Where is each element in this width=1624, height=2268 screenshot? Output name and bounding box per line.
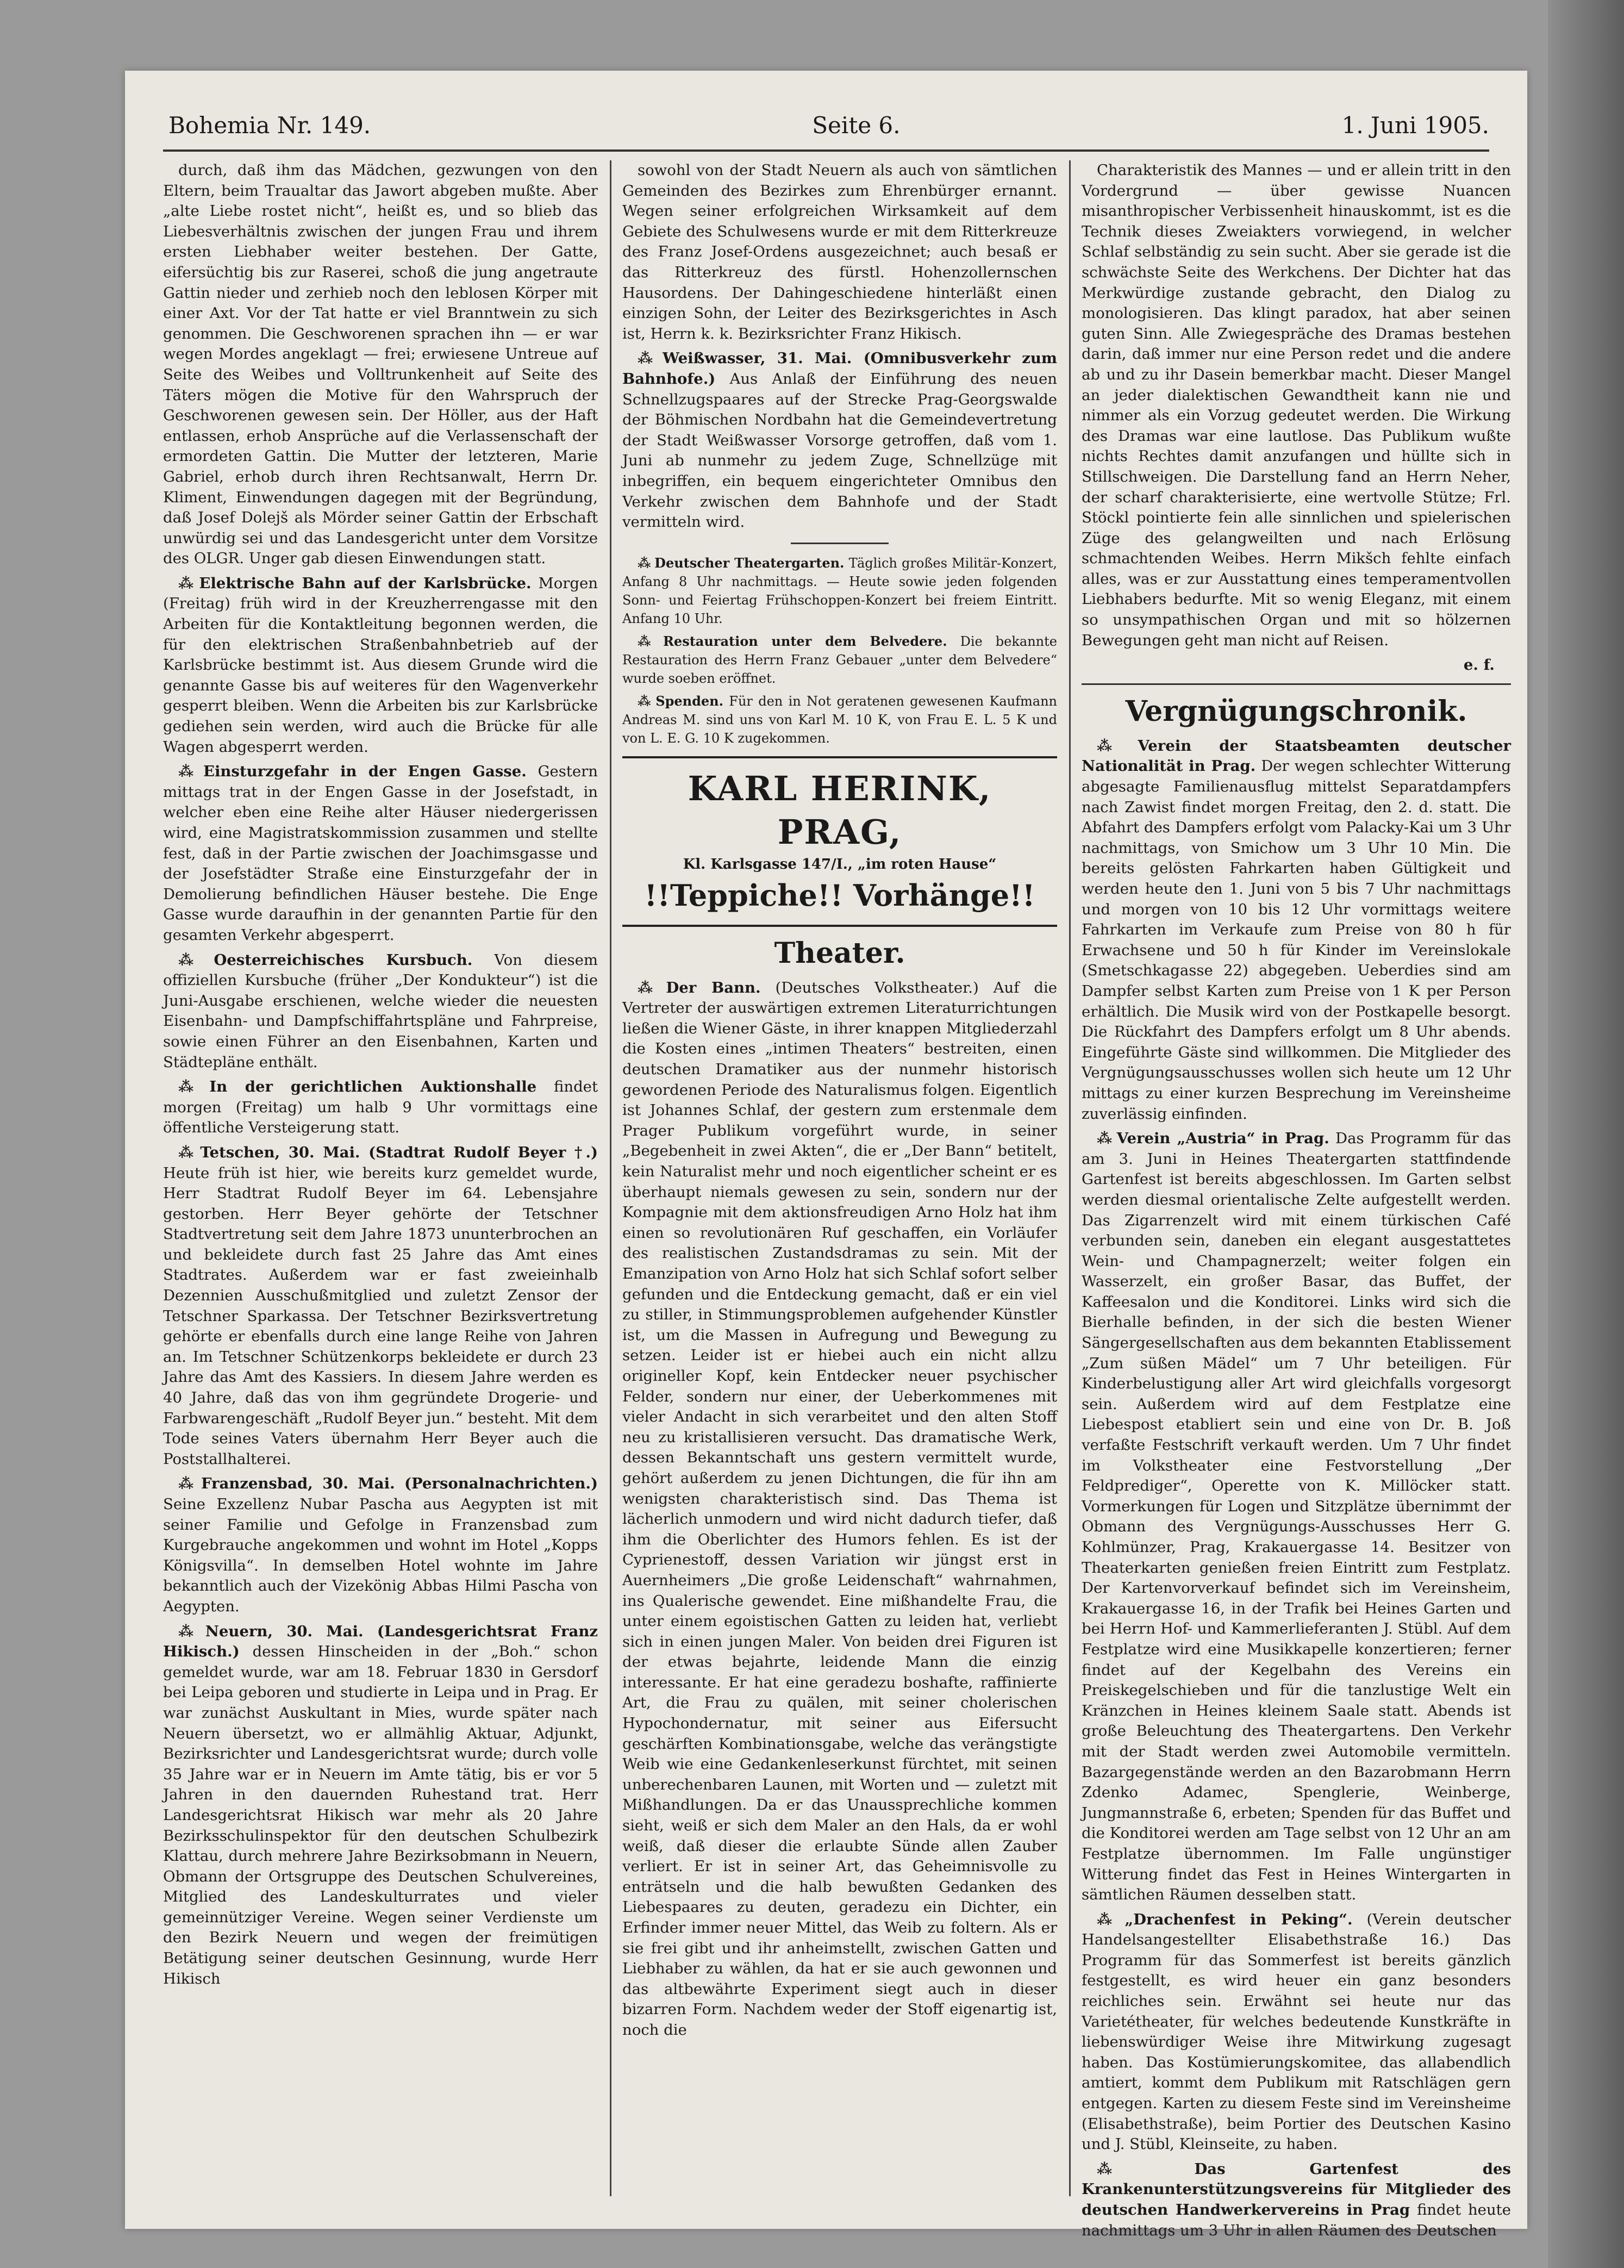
article-paragraph: ⁂ Neuern, 30. Mai. (Landesgerichtsrat Franz Hikisch.) dessen Hinscheiden in der „Boh.“ schon gemeldet wurde, war am 18. Februar 1830 in Gersdorf bei Leipa geboren und studierte in Leipa und in Prag. Er war zunächst Auskultant in Mies, wurde später nach Neuern übersetzt, wo er allmählig Aktuar, Adjunkt, Bezirksrichter und Landesgerichtsrat wurde; durch volle 35 Jahre war er in Neuern im Amte tätig, bis er vor 5 Jahren in den dauernden Ruhestand trat. Herr Landesgerichtsrat Hikisch war mehr als 20 Jahre Bezirksschulinspektor für den deutschen Schulbezirk Klattau, durch mehrere Jahre Bezirksobmann in Neuern, Obmann der Ortsgruppe des Deutschen Schulvereines, Mitglied des Landeskulturrates und vieler gemeinnütziger Vereine. Wegen seiner Verdienste um den Bezirk Neuern und wegen der freimütigen Betätigung seiner deutschen Gesinnung, wurde Herr Hikisch (163, 1622, 598, 1987)
article-paragraph: ⁂ Weißwasser, 31. Mai. (Omnibusverkehr zum Bahnhofe.) Aus Anlaß der Einführung des neuen Schnellzugspaares auf der Strecke Prag-Georgswalde der Böhmischen Nordbahn hat die Gemeindevertretung der Stadt Weißwasser Vorsorge getroffen, daß vom 1. Juni ab nunmehr zu jedem Zuge, Schnellzüge mit inbegriffen, ein bequem eingerichteter Omnibus den Verkehr zwischen dem Bahnhofe und der Stadt vermitteln wird. (622, 350, 1057, 531)
section-title-vergnuegungschronik: Vergnügungschronik. (1125, 694, 1467, 728)
article-paragraph: sowohl von der Stadt Neuern als auch von sämtlichen Gemeinden des Bezirkes zum Ehrenbürger ernannt. Wegen seiner erfolgreichen Wirksamkeit auf dem Gebiete des Schulwesens wurde er mit dem Ritterkreuze des Franz Josef-Ordens ausgezeichnet; auch besaß er das Ritterkreuz des fürstl. Hohenzollernschen Hausordens. Der Dahingeschiedene hinterläßt einen einzigen Sohn, der Leiter des Bezirksgerichtes in Asch ist, Herrn k. k. Bezirksrichter Franz Hikisch. (622, 161, 1057, 342)
article-paragraph: ⁂ Verein „Austria“ in Prag. Das Programm für das am 3. Juni in Heines Theatergarten stattfindende Gartenfest ist bereits abgeschlossen. Im Garten selbst werden diesmal orientalische Zelte aufgestellt werden. Das Zigarrenzelt wird mit einem türkischen Café verbunden sein, daneben ein elegant ausgestattetes Wein- und Champagnerzelt; weiter folgen ein Wasserzelt, ein großer Basar, das Buffet, der Kaffeesalon und die Konditorei. Links wird sich die Bierhalle befinden, in der sich die besten Wiener Sängergesellschaften aus dem bekannten Etablissement „Zum süßen Mädel“ um 7 Uhr beteiligen. Für Kinderbelustigung aller Art wird gleichfalls vorgesorgt sein. Außerdem wird auf dem Festplatze eine Liebespost etabliert sein und eine von Dr. B. Joß verfaßte Festschrift verkauft werden. Um 7 Uhr findet im Volkstheater eine Festvorstellung „Der Feldprediger“, Operette von K. Millöcker statt. Vormerkungen für Logen und Sitzplätze übernimmt der Obmann des Vergnügungs-Ausschusses Herr G. Kohlmünzer, Prag, Krakauergasse 14. Besitzer von Theaterkarten genießen freien Eintritt zum Festplatz. Der Kartenvorverkauf befindet sich im Vereinsheim, Krakauergasse 16, in der Trafik bei Heines Garten und bei Herrn Hof- und Kammerlieferanten J. Stübl. Auf dem Festplatze wird eine Musikkapelle konzertieren; ferner findet auf der Kegelbahn des Vereins ein Preiskegelschieben und für die tanzlustige Welt ein Kränzchen in Heines kleinem Saale statt. Abends ist große Beleuchtung des Theatergartens. Den Verkehr mit der Stadt werden zwei Automobile vermitteln. Bazargegenstände werden an den Bazarobmann Herrn Zdenko Adamec, Spenglerie, Weinberge, Jungmannstraße 6, erbeten; Spenden für das Buffet und die Konditorei werden am Tage selbst von 12 Uhr an am Festplatze übernommen. Im Falle ungünstiger Witterung findet das Fest in Heines Wintergarten in sämtlichen Räumen desselben statt. (1082, 1130, 1511, 1904)
article-paragraph: ⁂ Das Gartenfest des Krankenunterstützungsvereins für Mitglieder des deutschen Handwerkervereins in Prag findet heute nachmittags um 3 Uhr in allen Räumen des Deutschen (1082, 2160, 1511, 2239)
article-paragraph: ⁂ Oesterreichisches Kursbuch. Von diesem offiziellen Kursbuche (früher „Der Kondukteur“) ist die Juni-Ausgabe erschienen, welche wieder die neuesten Eisenbahn- und Dampfschiffahrtspläne und Fahrpreise, sowie einen Führer an den Eisenbahnen, Karten und Städtepläne enthält. (163, 951, 598, 1071)
header-rule (163, 149, 1489, 152)
column-divider (1069, 160, 1071, 2196)
section-divider (1082, 683, 1511, 685)
page-header (168, 103, 1489, 147)
article-paragraph: ⁂ In der gerichtlichen Auktionshalle findet morgen (Freitag) um halb 9 Uhr vormittags eine öffentliche Versteigerung statt. (163, 1078, 598, 1137)
column-3 (1082, 160, 1511, 2239)
article-paragraph: ⁂ „Drachenfest in Peking“. (Verein deutscher Handelsangestellter Elisabethstraße 16.) Das Programm für das Sommerfest ist bereits gänzlich festgestellt, es wird heuer ein ganz besonders reichliches sein. Erwähnt sei heute nur das Varietétheater, für welches bedeutende Kunstkräfte in liebenswürdiger Weise ihre Mitwirkung zugesagt haben. Das Kostümierungskomitee, das allabendlich amtiert, kommt dem Publikum mit Ratschlägen gern entgegen. Karten zu diesem Feste sind im Vereinsheime (Elisabethstraße), beim Portier des Deutschen Kasino und J. Stübl, Kleinseite, zu haben. (1082, 1910, 1511, 2153)
article-paragraph: ⁂ Der Bann. (Deutsches Volkstheater.) Auf die Vertreter der auswärtigen extremen Literaturrichtungen ließen die Wiener Gäste, in ihrer knappen Mitgliederzahl die Kosten eines „intimen Theaters“ bestreiten, einen deutschen Dramatiker aus der nunmehr historisch gewordenen Periode des Naturalismus folgen. Eigentlich ist Johannes Schlaf, der gestern zum erstenmale dem Prager Publikum vorgeführt wurde, in seiner „Begebenheit in zwei Akten“, die er „Der Bann“ betitelt, kein Naturalist mehr und noch eigentlicher scheint er es überhaupt niemals gewesen zu sein, sondern nur der Kompagnie mit dem aktionsfreudigen Arno Holz hat ihm einen so revolutionären Ruf geschaffen, ein Vorläufer des realistischen Zustandsdramas zu sein. Mit der Emanzipation von Arno Holz hat sich Schlaf sofort selber gefunden und die Entdeckung gemacht, daß er ein viel zu stiller, in Stimmungsproblemen aufgehender Künstler ist, um die Massen in Aufregung und Bewegung zu setzen. Leider ist er hiebei auch ein nicht allzu origineller Kopf, kein Entdecker neuer psychischer Felder, sondern nur einer, der Ueberkommenes mit vieler Andacht in sich verarbeitet und den alten Stoff neu zu kristallisieren versucht. Das dramatische Werk, dessen Bekanntschaft uns gestern vermittelt wurde, gehört außerdem zu jenen Dichtungen, die für ihn am wenigsten charakteristisch sind. Das Thema ist lächerlich unmodern und wird nicht dadurch tiefer, daß ihm die Oberlichter des Humors fehlen. Es ist der Cyprienestoff, dessen Variation wir jüngst erst in Auernheimers „Die große Leidenschaft“ wahrnahmen, ins Qualerische gewendet. Eine mißhandelte Frau, die unter einem egoistischen Gatten zu leiden hat, verliebt sich in einen jungen Maler. Von beiden drei Figuren ist der etwas bejahrte, leidende Mann die einzig interessante. Er hat eine geradezu boshafte, raffinierte Art, die Frau zu quälen, mit seiner cholerischen Hypochondernatur, mit seiner aus Eifersucht geschärften Kombinationsgabe, welche das verängstigte Weib wie eine Gedankenleserkunst fürchtet, mit seinen unberechenbaren Launen, mit Worten und — zuletzt mit Mißhandlungen. Da er das Unaussprechliche kommen sieht, weiß er sich dem Maler an den Hals, da er wohl weiß, daß dieser die erlaubte Sünde allen Zauber verliert. Er ist in seiner Art, das Geheimnisvolle zu enträtseln und die halb bewußten Gedanken des Liebespaares zu deuten, geradezu ein Dichter, ein Erfinder immer neuer Mittel, das Weib zu foltern. Als er sie frei gibt und ihr anheimstellt, zwischen Gatten und Liebhaber zu wählen, da hat er sie auch gewonnen und das altbewährte Experiment siegt auch in dieser bizarren Form. Nachdem weder der Stoff eigenartig ist, noch die (622, 979, 1058, 2039)
author-signature: e. f. (1463, 656, 1495, 674)
notice-paragraph: ⁂ Deutscher Theatergarten. Täglich großes Militär-Konzert, Anfang 8 Uhr nachmittags. — Heute sowie jeden folgenden Sonn- und Feiertag Frühschoppen-Konzert bei freiem Eintritt. Anfang 10 Uhr. (622, 554, 1057, 626)
section-title-theater: Theater. (774, 936, 905, 970)
advertisement-box (622, 756, 1057, 927)
ad-company-name: KARL HERINK, PRAG, (688, 768, 992, 852)
article-paragraph: ⁂ Tetschen, 30. Mai. (Stadtrat Rudolf Beyer †.) Heute früh ist hier, wie bereits kurz gemeldet wurde, Herr Stadtrat Rudolf Beyer im 64. Lebensjahre gestorben. Herr Beyer gehörte der Tetschner Stadtvertretung seit dem Jahre 1873 ununterbrochen an und bekleidete durch fast 25 Jahre das Amt eines Stadtrates. Außerdem war er fast zweieinhalb Dezennien Ausschußmitglied und zuletzt Zensor der Tetschner Sparkassa. Der Tetschner Bezirksvertretung gehörte er ebenfalls durch eine lange Reihe von Jahren an. Im Tetschner Schützenkorps bekleidete er durch 23 Jahre das Amt des Kassiers. In diesem Jahre werden es 40 Jahre, daß das von ihm gegründete Drogerie- und Farbwarengeschäft „Rudolf Beyer jun.“ besteht. Mit dem Tode seines Vaters übernahm Herr Beyer auch die Poststallhalterei. (163, 1143, 598, 1468)
ad-slogan: !!Teppiche!! Vorhänge!! (644, 877, 1035, 913)
article-paragraph: ⁂ Einsturzgefahr in der Engen Gasse. Gestern mittags trat in der Engen Gasse in der Josefstadt, in welcher eben eine Reihe alter Häuser niedergerissen wird, eine Magistratskommission zusammen und stellte fest, daß in der Partie zwischen der Joachimsgasse und der Josefstädter Straße eine Einsturzgefahr der in Demolierung befindlichen Häuser bestehe. Die Enge Gasse wurde daraufhin in der genannten Partie für den gesamten Verkehr abgesperrt. (163, 763, 598, 944)
column-divider (610, 160, 611, 2196)
article-paragraph: ⁂ Franzensbad, 30. Mai. (Personalnachrichten.) Seine Exzellenz Nubar Pascha aus Aegypten ist mit seiner Familie und Gefolge in Franzensbad zum Kurgebrauche angekommen und wohnt im Hotel „Kopps Königsvilla“. In demselben Hotel wohnte im Jahre bekanntlich auch der Vizekönig Abbas Hilmi Pascha von Aegypten. (163, 1475, 598, 1615)
article-paragraph: Charakteristik des Mannes — und er allein tritt in den Vordergrund — über gewisse Nuancen misanthropischer Verbissenheit hinauskommt, ist es die Technik dieses Zweiakters vorwiegend, in welcher Schlaf selbständig zu sein sucht. Aber sie gerade ist die schwächste Seite des Werkchens. Der Dichter hat das Merkwürdige zustande gebracht, den Dialog zu monologisieren. Das klingt paradox, hat aber seinen guten Sinn. Alle Zwiegespräche des Dramas bestehen darin, daß immer nur eine Person redet und die andere ab und zu ihr Dasein bemerkbar macht. Dieser Mangel an jeder dialektischen Gewandtheit kann nie und nimmer als ein Vorzug gedeutet werden. Die Wirkung des Dramas war eine lautlose. Das Publikum wußte nichts Rechtes damit anzufangen und hüllte sich in Stillschweigen. Die Darstellung fand an Herrn Neher, der scharf charakterisierte, eine wertvolle Stütze; Frl. Stöckl pointierte fein alle sinnlichen und spielerischen Züge des gelangweilten und nach Erlösung schmachtenden Weibes. Herrn Mikšch fehlte einfach alles, was er zur Ausstattung eines temperamentvollen Liebhabers bedurfte. Mit so wenig Eleganz, mit einem so unsympathischen Organ und mit so hölzernen Bewegungen geht man nicht auf Reisen. (1082, 161, 1511, 649)
header-date: 1. Juni 1905. (1341, 111, 1489, 139)
article-paragraph: ⁂ Elektrische Bahn auf der Karlsbrücke. Morgen (Freitag) früh wird in der Kreuzherrengasse mit den Arbeiten für die Kontaktleitung begonnen werden, die für den elektrischen Straßenbahnbetrieb auf der Karlsbrücke bestimmt ist. Aus diesem Grunde wird die genannte Gasse bis auf weiteres für den Wagenverkehr gesperrt bleiben. Wenn die Arbeiten bis zur Karlsbrücke gediehen sein werden, wird auch die Brücke für alle Wagen abgesperrt werden. (163, 574, 598, 756)
header-publication: Bohemia Nr. 149. (168, 111, 371, 139)
ad-address: Kl. Karlsgasse 147/I., „im roten Hause“ (683, 856, 997, 873)
header-page-number: Seite 6. (812, 111, 901, 139)
notices-block (622, 554, 1057, 747)
newspaper-page (125, 71, 1527, 2239)
page-edge-shadow (1548, 0, 1624, 2268)
section-divider (791, 543, 889, 544)
article-paragraph: durch, daß ihm das Mädchen, gezwungen von den Eltern, beim Traualtar das Jawort abgeben mußte. Aber „alte Liebe rostet nicht“, heißt es, und so blieb das Liebesverhältnis zwischen der jungen Frau und ihrem ersten Liebhaber weiter bestehen. Der Gatte, eifersüchtig bis zur Raserei, schoß die jung angetraute Gattin nieder und zerhieb noch den leblosen Körper mit einer Axt. Vor der Tat hatte er viel Branntwein zu sich genommen. Die Geschworenen sprachen ihn — er war wegen Mordes angeklagt — frei; erwiesene Untreue auf Seite des Weibes und Volltrunkenheit auf Seite des Täters mögen die Motive für den Wahrspruch der Geschworenen gewesen sein. Der Höller, aus der Haft entlassen, erhob Ansprüche auf die Verlassenschaft der ermordeten Gattin. Die Mutter der letzteren, Marie Gabriel, erhob durch ihren Rechtsanwalt, Herrn Dr. Kliment, Einwendungen dagegen mit der Begründung, daß Josef Dolejš als Mörder seiner Gattin der Erbschaft unwürdig sei und das Landesgericht unter dem Vorsitze des OLGR. Unger gab diesen Einwendungen statt. (163, 161, 598, 568)
column-1 (163, 160, 598, 2196)
notice-paragraph: ⁂ Spenden. Für den in Not geratenen gewesenen Kaufmann Andreas M. sind uns von Karl M. 10 K, von Frau E. L. 5 K und von L. E. G. 10 K zugekommen. (622, 693, 1057, 746)
article-paragraph: ⁂ Verein der Staatsbeamten deutscher Nationalität in Prag. Der wegen schlechter Witterung abgesagte Familienausflug mittelst Separatdampfers nach Zawist findet morgen Freitag, den 2. d. statt. Die Abfahrt des Dampfers erfolgt vom Palacky-Kai um 3 Uhr nachmittags, von Smichow um 3 Uhr 10 Min. Die bereits gelösten Fahrkarten haben Gültigkeit und werden heute den 1. Juni von 5 bis 7 Uhr nachmittags und morgen von 10 bis 12 Uhr vormittags weitere Fahrkarten im Verkaufe zum Preise von 80 h für Erwachsene und 50 h für Kinder im Vereinslokale (Smetschkagasse 22) abgegeben. Ueberdies sind am Dampfer selbst Karten zum Preise von 1 K per Person erhältlich. Die Musik wird von der Postkapelle besorgt. Die Rückfahrt des Dampfers erfolgt um 8 Uhr abends. Eingeführte Gäste sind willkommen. Die Mitglieder des Vergnügungsausschusses wollen sich heute um 12 Uhr mittags zu einer kurzen Besprechung im Vereinsheime zuverlässig einfinden. (1082, 737, 1511, 1123)
column-2 (622, 160, 1057, 2196)
notice-paragraph: ⁂ Restauration unter dem Belvedere. Die bekannte Restauration des Herrn Franz Gebauer „unter dem Belvedere“ wurde soeben eröffnet. (622, 633, 1057, 686)
